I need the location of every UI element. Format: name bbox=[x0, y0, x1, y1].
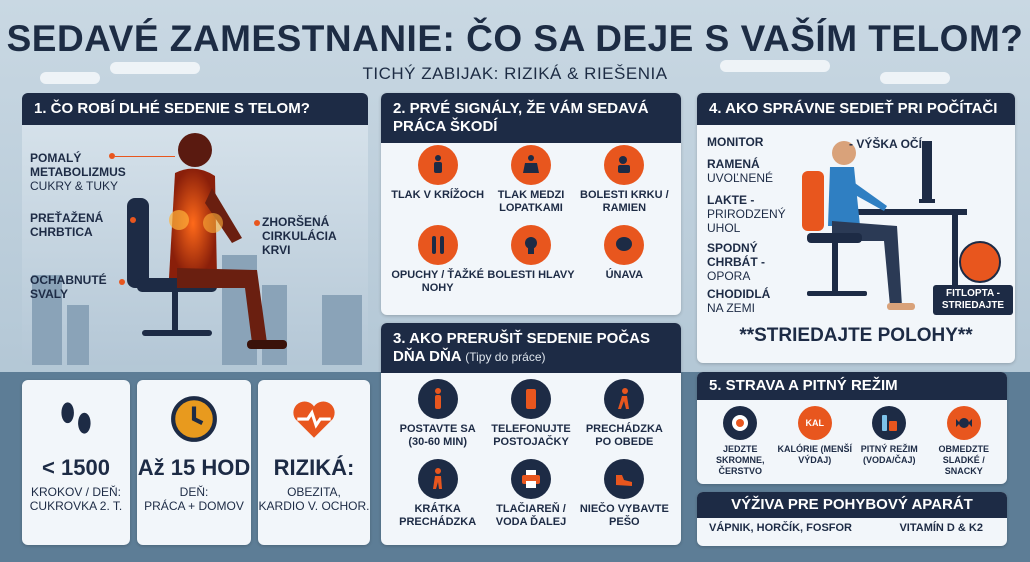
label-monitor: MONITOR bbox=[707, 135, 764, 149]
printer-icon bbox=[511, 459, 551, 499]
stat-hours: Až 15 HOD DEŇ: PRÁCA + DOMOV bbox=[137, 380, 251, 545]
section-title: 3. AKO PRERUŠIŤ SEDENIE POČAS DŇA DŇA (Tipy do práce) bbox=[381, 323, 681, 373]
legs-icon bbox=[418, 225, 458, 265]
section-diet bbox=[697, 372, 1007, 484]
section-body-effects bbox=[22, 93, 368, 365]
signal-item: BOLESTI KRKU / RAMIEN bbox=[578, 145, 671, 215]
phone-icon bbox=[511, 379, 551, 419]
shoulder-pain-icon bbox=[511, 145, 551, 185]
walking-short-icon bbox=[418, 459, 458, 499]
label-elbows: LAKTE - PRIRODZENÝ UHOL bbox=[707, 193, 786, 235]
tip-item: TLAČIAREŇ / VODA ĎALEJ bbox=[484, 459, 577, 529]
diet-grid bbox=[703, 406, 1001, 477]
tip-item: POSTAVTE SA (30-60 MIN) bbox=[391, 379, 484, 449]
stat-risks: RIZIKÁ: OBEZITA, KARDIO V. OCHOR. bbox=[258, 380, 370, 545]
clock-icon bbox=[169, 394, 219, 444]
section-title: 5. STRAVA A PITNÝ REŽIM bbox=[697, 372, 1007, 400]
signal-item: BOLESTI HLAVY bbox=[484, 225, 577, 295]
vitamins-text: VITAMÍN D & K2 bbox=[899, 522, 983, 534]
signal-item: ÚNAVA bbox=[578, 225, 671, 295]
heart-pulse-icon bbox=[289, 394, 339, 444]
minerals-text: VÁPNIK, HORČÍK, FOSFOR bbox=[709, 522, 853, 534]
label-circulation: ZHORŠENÁ CIRKULÁCIA KRVI bbox=[262, 215, 337, 257]
signals-grid bbox=[391, 145, 671, 295]
section-ergonomics bbox=[697, 93, 1015, 363]
alternate-positions-text: **STRIEDAJTE POLOHY** bbox=[739, 325, 973, 346]
plate-icon bbox=[723, 406, 757, 440]
label-muscles: OCHABNUTÉ SVALY bbox=[30, 273, 107, 301]
page-subtitle: TICHÝ ZABIJAK: RIZIKÁ & RIEŠENIA bbox=[362, 64, 668, 83]
signal-item: OPUCHY / ŤAŽKÉ NOHY bbox=[391, 225, 484, 295]
section-nutrition bbox=[697, 492, 1007, 546]
drinks-icon bbox=[872, 406, 906, 440]
signal-item: TLAK V KRÍŽOCH bbox=[391, 145, 484, 215]
diet-item: OBMEDZTE SLADKÉ / SNACKY bbox=[927, 406, 1002, 477]
shoe-icon bbox=[604, 459, 644, 499]
standing-person-icon bbox=[418, 379, 458, 419]
diet-item: JEDZTE SKROMNE, ČERSTVO bbox=[703, 406, 778, 477]
neck-pain-icon bbox=[604, 145, 644, 185]
fitball-icon bbox=[959, 241, 1001, 283]
diet-item: PITNÝ REŽIM (VODA/ČAJ) bbox=[852, 406, 927, 477]
label-lower-back: SPODNÝ CHRBÁT - OPORA bbox=[707, 241, 765, 283]
section-title: 2. PRVÉ SIGNÁLY, ŽE VÁM SEDAVÁ PRÁCA ŠKODÍ bbox=[381, 93, 681, 143]
signal-item: TLAK MEDZI LOPATKAMI bbox=[484, 145, 577, 215]
calorie-flame-icon: KAL bbox=[798, 406, 832, 440]
fitball-label: FITLOPTA - STRIEDAJTE bbox=[933, 285, 1013, 315]
page-title: SEDAVÉ ZAMESTNANIE: ČO SA DEJE S VAŠÍM TELOM? bbox=[6, 18, 1024, 59]
pointer-line bbox=[115, 156, 175, 157]
section-title: VÝŽIVA PRE POHYBOVÝ APARÁT bbox=[697, 492, 1007, 518]
brain-icon bbox=[604, 225, 644, 265]
label-eye-level: - VÝŠKA OČÍ bbox=[849, 137, 922, 151]
footsteps-icon bbox=[51, 394, 101, 444]
tip-item: KRÁTKA PRECHÁDZKA bbox=[391, 459, 484, 529]
label-shoulders: RAMENÁ UVOĽNENÉ bbox=[707, 157, 774, 185]
diet-item: KAL KALÓRIE (MENŠÍ VÝDAJ) bbox=[778, 406, 853, 477]
label-metabolism: POMALÝ METABOLIZMUS CUKRY & TUKY bbox=[30, 151, 126, 193]
headache-icon bbox=[511, 225, 551, 265]
building bbox=[67, 305, 89, 365]
tip-item: PRECHÁDZKA PO OBEDE bbox=[578, 379, 671, 449]
pointer-dot bbox=[130, 217, 136, 223]
tip-item: TELEFONUJTE POSTOJAČKY bbox=[484, 379, 577, 449]
tip-item: NIEČO VYBAVTE PEŠO bbox=[578, 459, 671, 529]
section-first-signals bbox=[381, 93, 681, 315]
label-spine: PREŤAŽENÁ CHRBTICA bbox=[30, 211, 104, 239]
section-title: 1. ČO ROBÍ DLHÉ SEDENIE S TELOM? bbox=[22, 93, 368, 125]
section-title: 4. AKO SPRÁVNE SEDIEŤ PRI POČÍTAČI bbox=[697, 93, 1015, 125]
stat-steps: < 1500 KROKOV / DEŇ: CUKROVKA 2. T. bbox=[22, 380, 130, 545]
section-break-sitting bbox=[381, 323, 681, 545]
label-feet: CHODIDLÁ NA ZEMI bbox=[707, 287, 771, 315]
building bbox=[322, 295, 362, 365]
pointer-dot bbox=[254, 220, 260, 226]
sweets-icon bbox=[947, 406, 981, 440]
pointer-dot bbox=[119, 279, 125, 285]
walking-icon bbox=[604, 379, 644, 419]
back-pain-icon bbox=[418, 145, 458, 185]
tips-grid bbox=[391, 379, 671, 529]
